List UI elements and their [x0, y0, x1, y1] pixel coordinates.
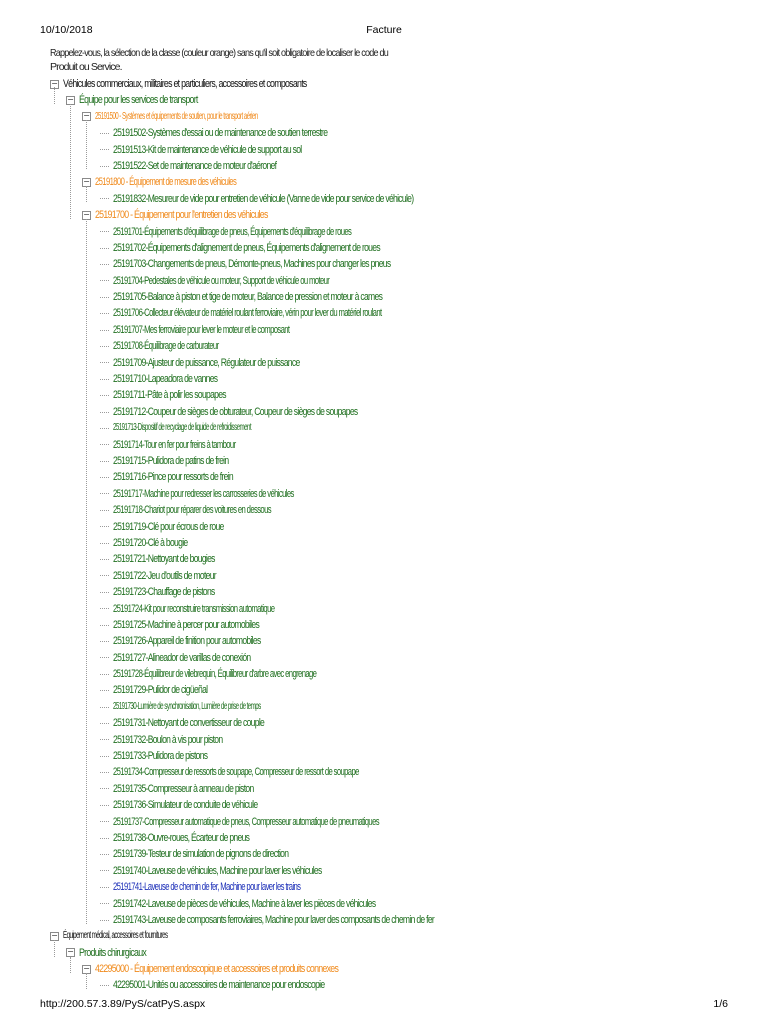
- tree-connector: [100, 526, 109, 527]
- tree-item-label[interactable]: 25191716-Pince pour ressorts de frein: [113, 471, 233, 484]
- tree-item-label[interactable]: 25191737-Compresseur automatique de pneus, Compresseur automatique de pneumatiques: [113, 815, 379, 828]
- tree-connector: [100, 428, 109, 429]
- tree-connector: [100, 444, 109, 445]
- tree-leaf-item[interactable]: [50, 912, 740, 928]
- intro-note-line2: Produit ou Service.: [50, 61, 122, 73]
- tree-leaf-item[interactable]: [50, 846, 740, 862]
- tree-item-label[interactable]: 25191712-Coupeur de sièges de obturateur, Coupeur de sièges de soupapes: [113, 405, 358, 418]
- tree-item-label[interactable]: 25191740-Laveuse de véhicules, Machine pour laver les véhicules: [113, 864, 322, 877]
- tree-item-label[interactable]: 25191742-Laveuse de pièces de véhicules, Machine à laver les pièces de véhicules: [113, 897, 376, 910]
- tree-item-label[interactable]: 25191710-Lapeadora de vannes: [113, 373, 218, 386]
- collapse-toggle-icon[interactable]: −: [51, 78, 58, 88]
- collapse-toggle-icon[interactable]: −: [67, 95, 74, 105]
- tree-item-label[interactable]: 25191714-Tour en fer pour freins à tambour: [113, 438, 236, 451]
- tree-leaf-item[interactable]: [50, 650, 740, 666]
- tree-category-node[interactable]: [50, 76, 740, 92]
- tree-connector: [100, 280, 109, 281]
- tree-category-node[interactable]: [50, 174, 740, 190]
- tree-item-label[interactable]: 25191739-Testeur de simulation de pignons de direction: [113, 848, 289, 861]
- tree-guide-line: [86, 973, 87, 989]
- collapse-toggle-icon[interactable]: −: [67, 947, 74, 957]
- tree-leaf-item[interactable]: [50, 191, 740, 207]
- tree-item-label[interactable]: Véhicules commerciaux, militaires et particuliers, accessoires et composants: [63, 78, 307, 90]
- tree-leaf-item[interactable]: [50, 879, 740, 895]
- tree-item-label[interactable]: 25191733-Pulidora de pistons: [113, 750, 208, 763]
- tree-item-label[interactable]: 25191522-Set de maintenance de moteur d'aéronef: [113, 159, 277, 172]
- tree-connector: [100, 510, 109, 511]
- tree-leaf-item[interactable]: [50, 863, 740, 879]
- tree-item-label[interactable]: 25191721-Nettoyant de bougies: [113, 553, 215, 566]
- tree-connector: [100, 707, 109, 708]
- tree-category-node[interactable]: [50, 109, 740, 125]
- tree-leaf-item[interactable]: [50, 420, 740, 436]
- tree-category-node[interactable]: [50, 945, 740, 961]
- tree-connector: [100, 821, 109, 822]
- tree-item-label[interactable]: 25191726-Appareil de finition pour automobiles: [113, 635, 261, 648]
- tree-leaf-item[interactable]: [50, 519, 740, 535]
- tree-item-label[interactable]: 25191704-Pedestales de véhicule ou moteur, Support de véhicule ou moteur: [113, 274, 330, 287]
- tree-connector: [100, 264, 109, 265]
- tree-connector: [100, 166, 109, 167]
- tree-category-node[interactable]: [50, 92, 740, 108]
- tree-item-label[interactable]: 42295000 - Équipement endoscopique et accessoires et produits connexes: [95, 963, 339, 976]
- print-header: [40, 24, 728, 38]
- tree-connector: [100, 198, 109, 199]
- tree-connector: [100, 346, 109, 347]
- tree-leaf-item[interactable]: [50, 568, 740, 584]
- tree-item-label[interactable]: 25191703-Changements de pneus, Démonte-pneus, Machines pour changer les pneus: [113, 258, 391, 271]
- tree-item-label[interactable]: 25191705-Balance à piston et tige de moteur, Balance de pression et moteur à cames: [113, 291, 383, 304]
- collapse-toggle-icon[interactable]: −: [51, 931, 58, 940]
- tree-item-label[interactable]: 25191709-Ajusteur de puissance, Régulateur de puissance: [113, 356, 300, 369]
- tree-leaf-item[interactable]: [50, 781, 740, 797]
- tree-connector: [100, 248, 109, 249]
- tree-leaf-item[interactable]: [50, 142, 740, 158]
- tree-leaf-item[interactable]: [50, 371, 740, 387]
- tree-category-node[interactable]: [50, 928, 740, 944]
- tree-connector: [100, 379, 109, 380]
- tree-connector: [100, 608, 109, 609]
- tree-leaf-item[interactable]: [50, 601, 740, 617]
- tree-leaf-item[interactable]: [50, 814, 740, 830]
- tree-connector: [100, 330, 109, 331]
- tree-leaf-item[interactable]: [50, 551, 740, 567]
- collapse-toggle-icon[interactable]: −: [83, 209, 90, 219]
- tree-leaf-item[interactable]: [50, 699, 740, 715]
- tree-guide-line: [70, 104, 71, 219]
- tree-item-label[interactable]: Équipe pour les services de transport: [79, 94, 198, 107]
- tree-leaf-item[interactable]: [50, 158, 740, 174]
- tree-guide-line: [86, 219, 87, 924]
- tree-item-label[interactable]: 25191729-Pulidor de cigüeñal: [113, 684, 208, 697]
- tree-connector: [100, 920, 109, 921]
- tree-leaf-item[interactable]: [50, 502, 740, 518]
- tree-connector: [100, 870, 109, 871]
- tree-connector: [100, 231, 109, 232]
- tree-item-label[interactable]: 25191702-Équipements d'alignement de pneus, Équipements d'alignement de roues: [113, 241, 380, 254]
- tree-leaf-item[interactable]: [50, 355, 740, 371]
- tree-item-label[interactable]: 25191735-Compresseur à anneau de piston: [113, 782, 254, 795]
- tree-item-label[interactable]: 25191832-Mesureur de vide pour entretien de véhicule (Vanne de vide pour service de véhicule): [113, 192, 414, 205]
- tree-item-label[interactable]: 25191743-Laveuse de composants ferroviaires, Machine pour laver des composants de chemin de fer: [113, 913, 435, 926]
- tree-connector: [100, 690, 109, 691]
- tree-item-label[interactable]: 25191711-Pâte à polir les soupapes: [113, 389, 226, 402]
- tree-guide-line: [86, 120, 87, 169]
- tree-connector: [100, 788, 109, 789]
- tree-leaf-item[interactable]: [50, 732, 740, 748]
- tree-item-label[interactable]: 25191722-Jeu d'outils de moteur: [113, 569, 216, 582]
- tree-connector: [100, 543, 109, 544]
- tree-leaf-item[interactable]: [50, 633, 740, 649]
- tree-item-label[interactable]: 25191734-Compresseur de ressorts de soupape, Compresseur de ressort de soupape: [113, 766, 359, 779]
- tree-leaf-item[interactable]: [50, 224, 740, 240]
- tree-item-label[interactable]: 25191728-Équilibreur de vilebrequin, Équilibreur d'arbre avec engrenage: [113, 668, 317, 681]
- tree-connector: [100, 461, 109, 462]
- tree-leaf-item[interactable]: [50, 305, 740, 321]
- tree-connector: [100, 575, 109, 576]
- tree-leaf-item[interactable]: [50, 453, 740, 469]
- tree-connector: [100, 903, 109, 904]
- tree-guide-line: [86, 186, 87, 202]
- tree-leaf-item[interactable]: [50, 535, 740, 551]
- tree-connector: [100, 657, 109, 658]
- tree-leaf-item[interactable]: [50, 797, 740, 813]
- tree-connector: [100, 559, 109, 560]
- tree-item-label[interactable]: 25191727-Alineador de varillas de conexión: [113, 651, 251, 664]
- tree-connector: [100, 723, 109, 724]
- tree-item-label[interactable]: Produits chirurgicaux: [79, 946, 147, 959]
- tree-leaf-item[interactable]: [50, 469, 740, 485]
- collapse-toggle-icon[interactable]: −: [83, 963, 90, 973]
- print-date: 10/10/2018: [40, 24, 93, 36]
- tree-item-label[interactable]: 25191725-Machine à percer pour automobiles: [113, 618, 260, 631]
- tree-item-label[interactable]: 25191706-Collecteur élévateur de matériel roulant ferroviaire, vérin pour lever du matériel roulant: [113, 307, 382, 320]
- tree-leaf-item[interactable]: [50, 715, 740, 731]
- tree-item-label[interactable]: 25191717-Machine pour redresser les carrosseries de véhicules: [113, 487, 294, 500]
- tree-leaf-item[interactable]: [50, 289, 740, 305]
- tree-item-label[interactable]: 25191724-Kit pour reconstruire transmission automatique: [113, 602, 275, 615]
- tree-connector: [100, 477, 109, 478]
- tree-leaf-item[interactable]: [50, 682, 740, 698]
- tree-category-node[interactable]: [50, 207, 740, 223]
- collapse-toggle-icon[interactable]: −: [83, 111, 90, 121]
- tree-connector: [100, 772, 109, 773]
- tree-connector: [100, 838, 109, 839]
- tree-leaf-item[interactable]: [50, 273, 740, 289]
- collapse-toggle-icon[interactable]: −: [83, 177, 90, 187]
- tree-leaf-item[interactable]: [50, 748, 740, 764]
- tree-item-label[interactable]: 25191502-Systèmes d'essai ou de maintenance de soutien terrestre: [113, 127, 328, 140]
- tree-guide-line: [54, 87, 55, 103]
- tree-connector: [100, 641, 109, 642]
- tree-leaf-item[interactable]: [50, 404, 740, 420]
- tree-item-label[interactable]: 25191715-Pulidora de patins de frein: [113, 454, 229, 467]
- tree-item-label[interactable]: 42295001-Unités ou accessoires de maintenance pour endoscopie: [113, 979, 325, 992]
- tree-item-label[interactable]: 25191701-Équipements d'équilibrage de pneus, Équipements d'équilibrage de roues: [113, 225, 352, 238]
- tree-leaf-item[interactable]: [50, 387, 740, 403]
- tree-connector: [100, 674, 109, 675]
- tree-connector: [100, 149, 109, 150]
- tree-leaf-item[interactable]: [50, 338, 740, 354]
- tree-leaf-item[interactable]: [50, 322, 740, 338]
- tree-connector: [100, 805, 109, 806]
- tree-connector: [100, 412, 109, 413]
- catalog-content: [50, 46, 740, 996]
- tree-item-label[interactable]: 25191708-Équilibrage de carburateur: [113, 340, 219, 353]
- tree-leaf-item[interactable]: [50, 666, 740, 682]
- tree-item-label[interactable]: 25191732-Boulon à vis pour piston: [113, 733, 223, 746]
- tree-leaf-item[interactable]: [50, 764, 740, 780]
- tree-connector: [100, 395, 109, 396]
- tree-leaf-item[interactable]: [50, 896, 740, 912]
- tree-leaf-item[interactable]: [50, 617, 740, 633]
- category-tree: [50, 76, 740, 994]
- tree-item-label[interactable]: 25191513-Kit de maintenance de véhicule de support au sol: [113, 143, 302, 156]
- page-number: 1/6: [713, 998, 728, 1010]
- tree-item-label[interactable]: 25191500 - Systèmes et équipements de soutien, pour le transport aérien: [95, 110, 258, 122]
- tree-item-label[interactable]: 25191736-Simulateur de conduite de véhicule: [113, 799, 258, 812]
- tree-connector: [100, 985, 109, 986]
- tree-connector: [100, 133, 109, 134]
- tree-item-label[interactable]: 25191713-Dispositif de recyclage de liquide de refroidissement: [113, 422, 252, 434]
- tree-item-label[interactable]: 25191707-Mes ferroviaire pour lever le moteur et le composant: [113, 323, 290, 336]
- tree-item-label[interactable]: 25191700 - Équipement pour l'entretien des véhicules: [95, 209, 268, 222]
- print-url: http://200.57.3.89/PyS/catPyS.aspx: [40, 998, 206, 1010]
- tree-leaf-item[interactable]: [50, 486, 740, 502]
- tree-guide-line: [70, 957, 71, 973]
- tree-connector: [100, 756, 109, 757]
- tree-leaf-item[interactable]: [50, 256, 740, 272]
- tree-category-node[interactable]: [50, 961, 740, 977]
- tree-leaf-item[interactable]: [50, 437, 740, 453]
- tree-connector: [100, 887, 109, 888]
- tree-connector: [100, 739, 109, 740]
- tree-connector: [100, 313, 109, 314]
- tree-item-label[interactable]: 25191719-Clé pour écrous de roue: [113, 520, 224, 533]
- tree-item-label[interactable]: 25191730-Lumière de synchronisation, Lumière de prise de temps: [113, 700, 261, 712]
- tree-item-label[interactable]: Équipement médical, accessoires et fournitures: [63, 930, 168, 942]
- tree-connector: [100, 854, 109, 855]
- tree-item-label[interactable]: 25191720-Clé à bougie: [113, 536, 188, 549]
- tree-leaf-item[interactable]: [50, 830, 740, 846]
- tree-leaf-item[interactable]: [50, 125, 740, 141]
- tree-connector: [100, 362, 109, 363]
- tree-leaf-item[interactable]: [50, 977, 740, 993]
- tree-item-label[interactable]: 25191800 - Équipement de mesure des véhicules: [95, 176, 237, 189]
- tree-connector: [100, 625, 109, 626]
- tree-leaf-item[interactable]: [50, 584, 740, 600]
- tree-item-label[interactable]: 25191731-Nettoyant de convertisseur de couple: [113, 717, 265, 730]
- tree-connector: [100, 592, 109, 593]
- tree-item-label[interactable]: 25191723-Chauffage de pistons: [113, 586, 215, 599]
- tree-connector: [100, 297, 109, 298]
- tree-leaf-item[interactable]: [50, 240, 740, 256]
- print-title: Facture: [366, 24, 402, 36]
- print-footer: [40, 998, 728, 1012]
- tree-item-label[interactable]: 25191718-Chariot pour réparer des voitures en dessous: [113, 504, 271, 517]
- tree-item-label[interactable]: 25191741-Laveuse de chemin de fer, Machine pour laver les trains: [113, 881, 301, 894]
- tree-guide-line: [54, 940, 55, 956]
- tree-connector: [100, 493, 109, 494]
- tree-item-label[interactable]: 25191738-Ouvre-roues, Écarteur de pneus: [113, 831, 250, 844]
- intro-note-line1: Rappelez-vous, la sélection de la classe (couleur orange) sans qu'il soit obligatoire de localiser le code du: [50, 47, 389, 59]
